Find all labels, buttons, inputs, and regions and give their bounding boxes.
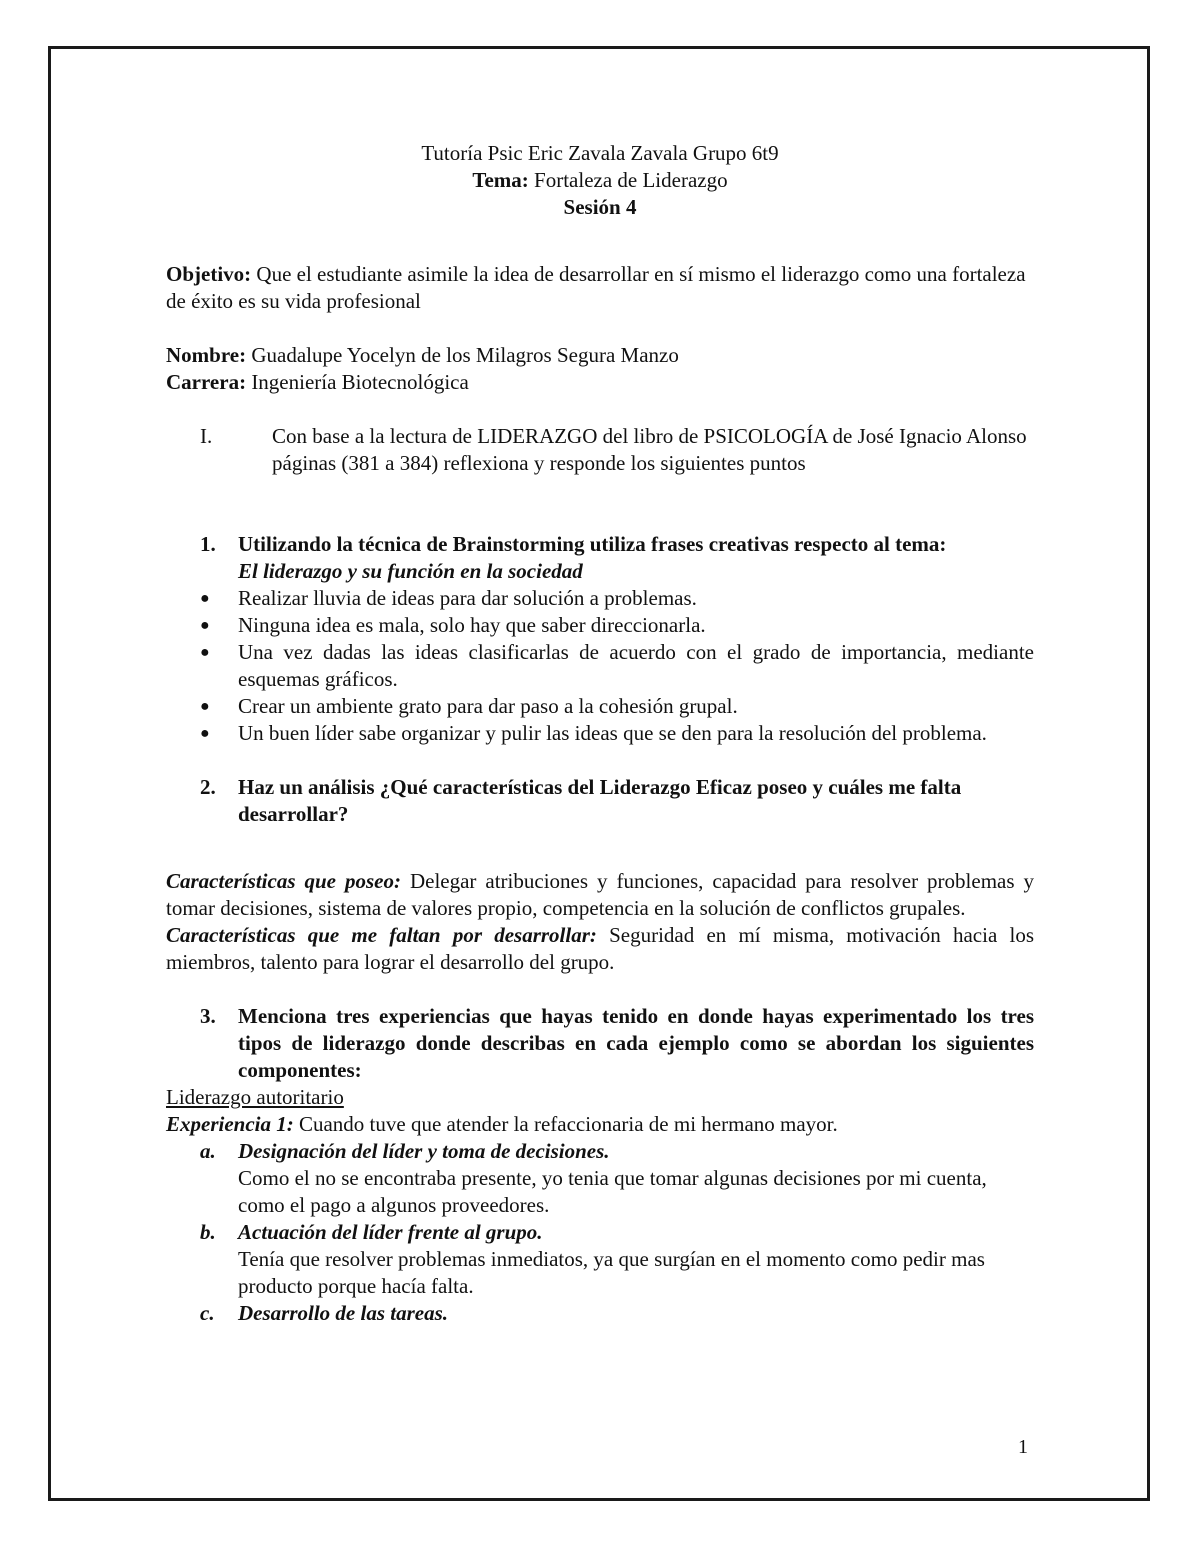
component-letter: a. (200, 1139, 216, 1163)
instruction-number: I. (200, 424, 213, 448)
bullet-text: Crear un ambiente grato para dar paso a la cohesión grupal. (238, 694, 738, 718)
question-3 (200, 1003, 1034, 1084)
component-title: Actuación del líder frente al grupo. (238, 1220, 543, 1244)
objective-paragraph (166, 261, 1034, 315)
bullet-icon: ● (200, 617, 210, 634)
component-body: Tenía que resolver problemas inmediatos, ya que surgían en el momento como pedir mas producto porque hacía falta. (238, 1247, 985, 1298)
topic-value: Fortaleza de Liderazgo (528, 168, 728, 192)
objective-label: Objetivo: (166, 262, 252, 286)
career-value: Ingeniería Biotecnológica (246, 370, 469, 394)
name-label: Nombre: (166, 343, 247, 367)
question-1 (200, 531, 1034, 585)
component-title: Designación del líder y toma de decisiones. (238, 1139, 610, 1163)
experience-text: Cuando tuve que atender la refaccionaria de mi hermano mayor. (293, 1112, 838, 1136)
document-content (166, 140, 1034, 1327)
bullet-item (200, 720, 1034, 747)
component-letter: c. (200, 1301, 215, 1325)
have-text: Delegar atribuciones y funciones, capacidad para resolver problemas y tomar decisiones, sistema de valores propio, competencia en la solución de conflictos grupales. (166, 869, 1035, 920)
instruction-text: Con base a la lectura de LIDERAZGO del libro de PSICOLOGÍA de José Ignacio Alonso páginas (381 a 384) reflexiona y responde los siguientes puntos (272, 424, 1027, 475)
question-2-number: 2. (200, 775, 216, 799)
header-line: Tutoría Psic Eric Zavala Zavala Grupo 6t9 (421, 141, 779, 165)
bullet-item (200, 585, 1034, 612)
question-1-subtitle: El liderazgo y su función en la sociedad (238, 559, 583, 583)
component-b (200, 1219, 1034, 1246)
lack-label: Características que me faltan por desarrollar: (166, 923, 597, 947)
question-3-number: 3. (200, 1004, 216, 1028)
bullet-item (200, 612, 1034, 639)
bullet-text: Una vez dadas las ideas clasificarlas de acuerdo con el grado de importancia, mediante esquemas gráficos. (238, 640, 1034, 691)
instruction-item (200, 423, 1034, 477)
bullet-icon: ● (200, 590, 210, 607)
student-career (166, 369, 1034, 396)
question-3-text: Menciona tres experiencias que hayas tenido en donde hayas experimentado los tres tipos de liderazgo donde describas en cada ejemplo como se abordan los siguientes componentes: (238, 1004, 1034, 1082)
page-number: 1 (1018, 1436, 1028, 1458)
name-value: Guadalupe Yocelyn de los Milagros Segura Manzo (246, 343, 679, 367)
topic-line (166, 167, 1034, 194)
component-title: Desarrollo de las tareas. (238, 1301, 448, 1325)
characteristics-have (166, 868, 1034, 922)
session-title (166, 194, 1034, 221)
component-body: Como el no se encontraba presente, yo tenia que tomar algunas decisiones por mi cuenta, como el pago a algunos proveedores. (238, 1166, 987, 1217)
question-2-text: Haz un análisis ¿Qué características del Liderazgo Eficaz poseo y cuáles me falta desarrollar? (238, 775, 962, 826)
session-label: Sesión 4 (563, 195, 637, 219)
bullet-item (200, 639, 1034, 693)
characteristics-lack (166, 922, 1034, 976)
bullet-icon: ● (200, 644, 210, 661)
question-1-number: 1. (200, 532, 216, 556)
bullet-icon: ● (200, 725, 210, 742)
experience-label: Experiencia 1: (166, 1112, 294, 1136)
topic-label: Tema: (472, 168, 529, 192)
component-c (200, 1300, 1034, 1327)
bullet-text: Realizar lluvia de ideas para dar solución a problemas. (238, 586, 697, 610)
have-label: Características que poseo: (166, 869, 401, 893)
question-2 (200, 774, 1034, 828)
bullet-icon: ● (200, 698, 210, 715)
bullet-text: Un buen líder sabe organizar y pulir las ideas que se den para la resolución del problema. (238, 721, 987, 745)
experience-line (166, 1111, 1034, 1138)
bullet-item (200, 693, 1034, 720)
career-label: Carrera: (166, 370, 247, 394)
objective-text: Que el estudiante asimile la idea de desarrollar en sí mismo el liderazgo como una fortaleza de éxito es su vida profesional (166, 262, 1026, 313)
bullet-text: Ninguna idea es mala, solo hay que saber direccionarla. (238, 613, 706, 637)
leadership-type: Liderazgo autoritario (166, 1085, 344, 1109)
student-name (166, 342, 1034, 369)
component-a (200, 1138, 1034, 1165)
lack-text: Seguridad en mí misma, motivación hacia los miembros, talento para lograr el desarrollo del grupo. (166, 923, 1034, 974)
question-1-text: Utilizando la técnica de Brainstorming utiliza frases creativas respecto al tema: (238, 532, 947, 556)
component-letter: b. (200, 1220, 216, 1244)
